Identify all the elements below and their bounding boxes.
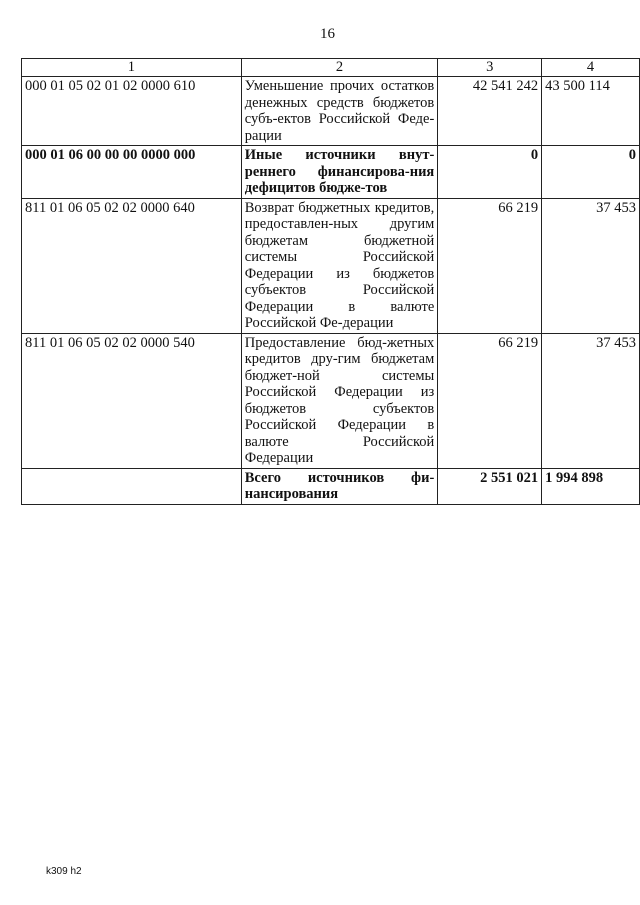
row-value-col3: 0 — [438, 146, 542, 199]
column-header-1: 1 — [22, 59, 242, 77]
budget-sources-table — [21, 58, 640, 505]
row-value-col4: 37 453 — [542, 198, 640, 333]
row-code — [22, 468, 242, 504]
row-value-col3: 66 219 — [438, 198, 542, 333]
row-code: 811 01 06 05 02 02 0000 640 — [22, 198, 242, 333]
column-header-2: 2 — [241, 59, 438, 77]
row-code: 000 01 06 00 00 00 0000 000 — [22, 146, 242, 199]
row-description: Предоставление бюд-жетных кредитов дру-гим бюджетам бюджет-ной системы Российской Федерации из бюджетов субъектов Российской Федерации в валюте Российской Федерации — [241, 333, 438, 468]
table-row — [22, 77, 640, 146]
row-code: 000 01 05 02 01 02 0000 610 — [22, 77, 242, 146]
row-value-col4: 43 500 114 — [542, 77, 640, 146]
row-value-col4: 0 — [542, 146, 640, 199]
row-description: Иные источники внут-реннего финансирова-ния дефицитов бюдже-тов — [241, 146, 438, 199]
table-row — [22, 333, 640, 468]
row-description: Всего источников фи-нансирования — [241, 468, 438, 504]
footer-code: k309 h2 — [46, 866, 82, 877]
row-description: Уменьшение прочих остатков денежных средств бюджетов субъ-ектов Российской Феде-рации — [241, 77, 438, 146]
table-header-row — [22, 59, 640, 77]
row-value-col4: 37 453 — [542, 333, 640, 468]
row-value-col3: 66 219 — [438, 333, 542, 468]
page-number: 16 — [320, 26, 335, 42]
row-code: 811 01 06 05 02 02 0000 540 — [22, 333, 242, 468]
row-value-col3: 42 541 242 — [438, 77, 542, 146]
table-row — [22, 146, 640, 199]
table-row-total — [22, 468, 640, 504]
column-header-4: 4 — [542, 59, 640, 77]
table-row — [22, 198, 640, 333]
column-header-3: 3 — [438, 59, 542, 77]
row-description: Возврат бюджетных кредитов, предоставлен-ных другим бюджетам бюджетной системы Российской Федерации из бюджетов субъектов Российской Федерации в валюте Российской Фе-дерации — [241, 198, 438, 333]
row-value-col4: 1 994 898 — [542, 468, 640, 504]
row-value-col3: 2 551 021 — [438, 468, 542, 504]
